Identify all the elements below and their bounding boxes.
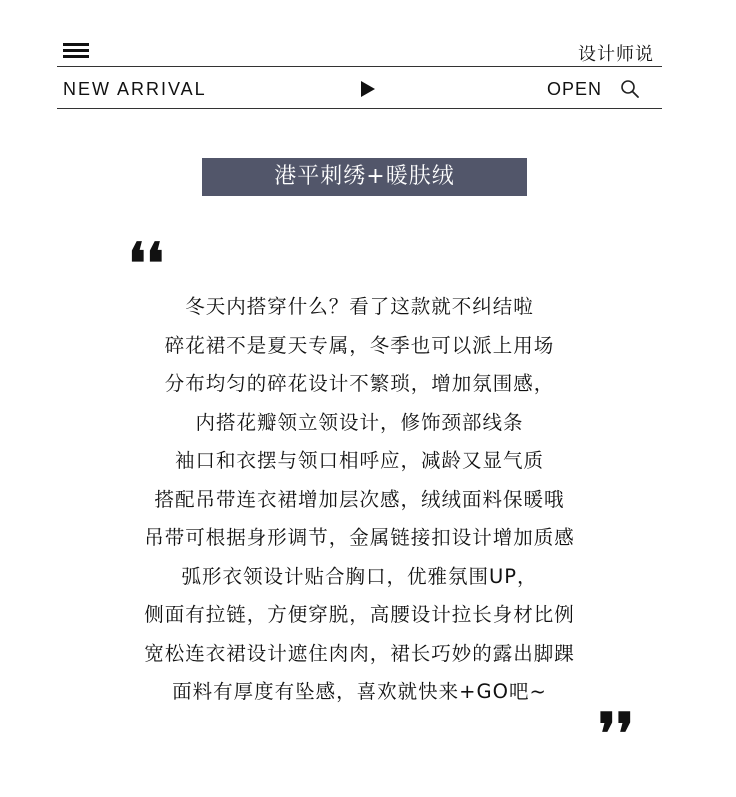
nav-row <box>57 67 662 108</box>
play-icon[interactable] <box>361 81 375 97</box>
open-quote-icon: ❛❛ <box>128 231 165 297</box>
nav-divider <box>57 108 662 109</box>
description-line: 袖口和衣摆与领口相呼应，减龄又显气质 <box>174 449 544 472</box>
open-link[interactable]: OPEN <box>547 79 603 99</box>
description-line: 宽松连衣裙设计遮住肉肉，裙长巧妙的露出脚踝 <box>144 641 575 665</box>
close-quote-icon: ❜❜ <box>598 701 635 767</box>
hamburger-menu-icon[interactable] <box>63 42 89 60</box>
description-line: 碎花裙不是夏天专属，冬季也可以派上用场 <box>164 333 555 357</box>
description-text <box>57 288 662 712</box>
search-icon[interactable] <box>620 79 640 99</box>
description-line: 弧形衣领设计贴合胸口，优雅氛围UP， <box>181 564 538 588</box>
section-title-banner: 港平刺绣+暖肤绒 <box>202 158 527 196</box>
description-line: 吊带可根据身形调节，金属链接扣设计增加质感 <box>144 526 575 549</box>
description-line: 侧面有拉链，方便穿脱，高腰设计拉长身材比例 <box>144 603 575 626</box>
description-line: 搭配吊带连衣裙增加层次感，绒绒面料保暖哦 <box>154 487 565 511</box>
designer-says-label: 设计师说 <box>578 44 654 65</box>
description-line: 面料有厚度有坠感，喜欢就快来+GO吧~ <box>172 680 547 703</box>
top-bar <box>57 36 662 68</box>
description-line: 内搭花瓣领立领设计，修饰颈部线条 <box>195 410 524 434</box>
description-line: 冬天内搭穿什么？看了这款就不纠结啦 <box>185 295 534 318</box>
description-line: 分布均匀的碎花设计不繁琐，增加氛围感， <box>164 372 555 395</box>
new-arrival-label: NEW ARRIVAL <box>63 79 207 99</box>
